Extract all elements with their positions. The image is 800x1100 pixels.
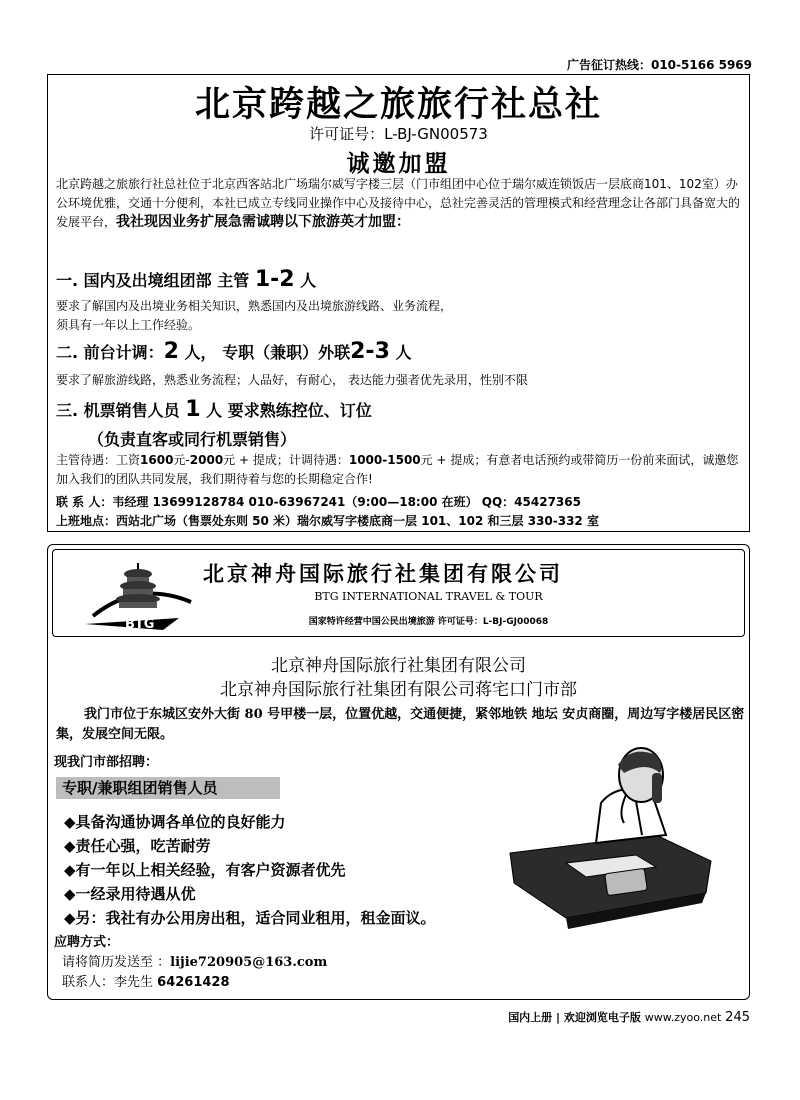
ad1-pos3-text: 人 要求熟练控位、订位 [206, 401, 372, 420]
footer [508, 1009, 750, 1025]
footer-section: 国内上册 [508, 1011, 553, 1024]
ad1-pos1-num: 1-2 [254, 267, 295, 292]
apply-email [62, 951, 327, 970]
ad-kuayue [47, 74, 750, 532]
email-label: 请将简历发送至 ： [62, 955, 171, 970]
page-number: 245 [725, 1010, 750, 1025]
ad-btg [47, 544, 750, 1000]
company-name-2: 北京神舟国际旅行社集团有限公司蒋宅口门市部 [220, 680, 577, 700]
bullet-item: ◆具备沟通协调各单位的良好能力 [64, 813, 286, 831]
email-address: lijie720905@163.com [170, 955, 328, 970]
salary-num: 1000-1500 [348, 453, 421, 467]
ad1-contact: 联 系 人：韦经理 13699128784 010-63967241（9:00—18:00 在班） QQ：45427365 [56, 495, 581, 509]
apply-contact [62, 971, 230, 990]
salary-text: 元 + 提成；有意者电话预约或带简历一份前来面试，诚邀您加入我们的团队共同发展，我们期待着与您的长期稳定合作! [56, 453, 739, 486]
logo-text: BTG [125, 617, 155, 632]
contact-phone: 64261428 [157, 975, 230, 990]
btg-header [52, 549, 745, 637]
bullet-item: ◆另：我社有办公用房出租，适合同业租用，租金面议。 [64, 909, 436, 927]
ad1-pos1-req1: 要求了解国内及出境业务相关知识，熟悉国内及出境旅游线路、业务流程， [56, 299, 453, 313]
ad1-pos3-num: 1 [185, 397, 201, 422]
ad1-intro-bold: 我社现因业务扩展急需诚聘以下旅游英才加盟： [116, 214, 411, 230]
ad2-intro: 我门市位于东城区安外大街 80 号甲楼一层，位置优越，交通便捷，紧邻地铁 地坛 安贞商圈，周边写字楼居民区密集，发展空间无限。 [56, 707, 745, 742]
btg-name-en: BTG INTERNATIONAL TRAVEL & TOUR [314, 590, 543, 603]
ad1-salary [56, 451, 744, 489]
ad-hotline: 广告征订热线：010-5166 5969 [566, 58, 752, 72]
salary-text: 主管待遇：工资 [56, 453, 141, 467]
salary-text: 元 + 提成；计调待遇： [223, 453, 349, 467]
ad1-position-3 [56, 397, 372, 422]
footer-separator: | [556, 1011, 561, 1024]
btg-license: 国家特许经营中国公民出境旅游 许可证号：L-BJ-GJ00068 [308, 617, 549, 627]
footer-slogan: 欢迎浏览电子版 [563, 1011, 641, 1024]
ad1-pos2-num1: 2 [163, 339, 179, 364]
bullet-item: ◆有一年以上相关经验，有客户资源者优先 [64, 861, 346, 879]
apply-title: 应聘方式： [54, 935, 120, 950]
ad1-license: 许可证号：L-BJ-GN00573 [309, 125, 488, 143]
man-on-phone-illustration [506, 743, 716, 933]
ad1-pos1-title: 一. 国内及出境组团部 主管 [56, 271, 250, 290]
ad1-pos3-sub: （负责直客或同行机票销售） [88, 430, 297, 449]
salary-text: 元- [173, 453, 190, 467]
bullet-item: ◆责任心强，吃苦耐劳 [64, 837, 211, 855]
ad1-pos3-label: 三. 机票销售人员 [56, 401, 180, 420]
ad1-address: 上班地点：西站北广场（售票处东则 50 米）瑞尔威写字楼底商一层 101、102 和三层 330-332 室 [56, 514, 599, 528]
company-name-1: 北京神舟国际旅行社集团有限公司 [271, 656, 526, 676]
contact-label: 联系人：李先生 [62, 975, 154, 990]
ad1-position-1 [56, 267, 316, 292]
footer-site[interactable]: www.zyoo.net [644, 1011, 722, 1024]
btg-name: 北京神舟国际旅行社集团有限公司 [203, 561, 563, 586]
ad1-join-heading: 诚邀加盟 [346, 151, 451, 177]
ad1-intro [56, 175, 744, 232]
ad2-section: 专职/兼职组团销售人员 [56, 777, 280, 799]
ad1-pos2-unit: 人 [395, 343, 412, 362]
salary-num: 2000 [189, 453, 224, 467]
ad2-recruit: 现我门市部招聘： [54, 755, 159, 770]
ad1-title: 北京跨越之旅旅行社总社 [194, 85, 602, 125]
ad1-pos2-num2: 2-3 [350, 339, 390, 364]
ad1-position-2 [56, 339, 411, 364]
ad1-pos2-req: 要求了解旅游线路，熟悉业务流程；人品好，有耐心， 表达能力强者优先录用，性别不限 [56, 373, 528, 387]
ad1-pos1-req2: 须具有一年以上工作经验。 [56, 318, 201, 332]
ad1-intro-text: 北京跨越之旅旅行社总社位于北京西客站北广场瑞尔威写字楼三层（门市组团中心位于瑞尔威连锁饭店一层底商101、102室）办公环境优雅，交通十分便利，本社已成立专线同业操作中心及接待中心，总社完善灵活的管理模式和经营理念让各部门具备宽大的发展平台， [56, 177, 741, 229]
ad1-pos2-text: 人， 专职（兼职）外联 [184, 343, 351, 362]
ad1-pos1-unit: 人 [300, 271, 317, 290]
salary-num: 1600 [140, 453, 174, 467]
ad1-pos2-label: 二. 前台计调： [56, 343, 164, 362]
bullet-item: ◆一经录用待遇从优 [64, 885, 196, 903]
